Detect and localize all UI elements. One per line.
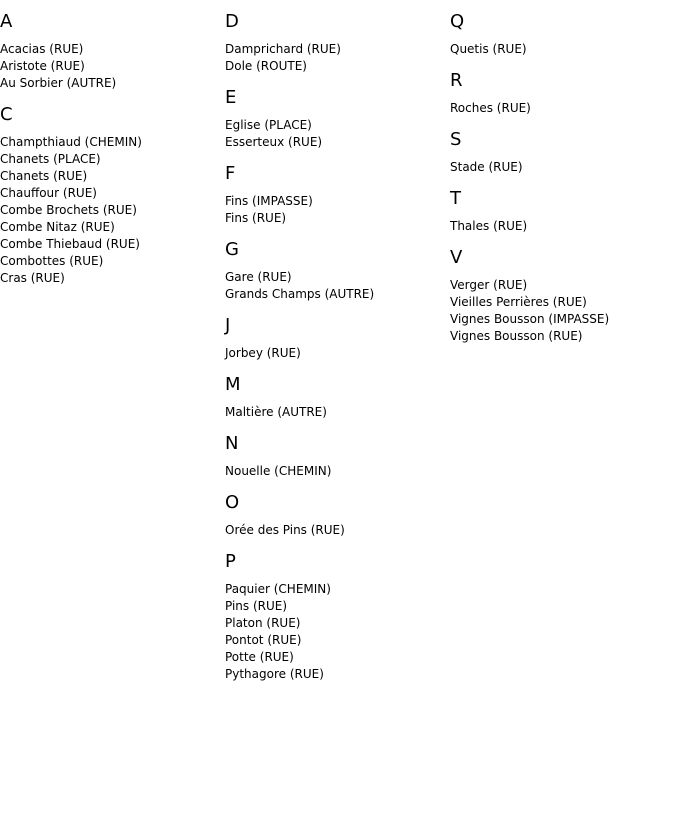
- street-list: [225, 581, 445, 683]
- street-list: [0, 134, 220, 287]
- street-list: [225, 522, 445, 539]
- street-list-item: [225, 615, 445, 632]
- letter-group: [0, 11, 220, 92]
- street-list-item: [450, 41, 670, 58]
- street-link[interactable]: Eglise (PLACE): [225, 118, 312, 132]
- letter-heading: J: [225, 315, 231, 336]
- street-link[interactable]: Aristote (RUE): [0, 59, 85, 73]
- street-link[interactable]: Pins (RUE): [225, 599, 288, 613]
- street-link[interactable]: Acacias (RUE): [0, 42, 84, 56]
- street-list-item: [450, 328, 670, 345]
- street-list: [0, 41, 220, 92]
- street-list-item: [225, 210, 445, 227]
- street-list-item: [225, 632, 445, 649]
- street-column: [225, 11, 445, 695]
- street-link[interactable]: Potte (RUE): [225, 650, 294, 664]
- letter-heading: M: [225, 374, 241, 395]
- street-list-item: [225, 581, 445, 598]
- street-list: [225, 117, 445, 151]
- street-link[interactable]: Vieilles Perrières (RUE): [450, 295, 587, 309]
- street-list-item: [450, 100, 670, 117]
- street-list-item: [0, 185, 220, 202]
- street-link[interactable]: Fins (RUE): [225, 211, 287, 225]
- letter-group: [450, 188, 670, 235]
- street-list: [450, 100, 670, 117]
- street-link[interactable]: Damprichard (RUE): [225, 42, 341, 56]
- street-link[interactable]: Thales (RUE): [450, 219, 528, 233]
- letter-heading: A: [0, 11, 13, 32]
- street-list-item: [0, 219, 220, 236]
- street-list-item: [0, 41, 220, 58]
- street-list-item: [450, 277, 670, 294]
- street-link[interactable]: Fins (IMPASSE): [225, 194, 313, 208]
- street-link[interactable]: Gare (RUE): [225, 270, 292, 284]
- letter-group: [450, 70, 670, 117]
- letter-group: [225, 239, 445, 303]
- street-list: [225, 463, 445, 480]
- street-link[interactable]: Pontot (RUE): [225, 633, 302, 647]
- street-list: [225, 404, 445, 421]
- street-list-item: [225, 193, 445, 210]
- street-link[interactable]: Esserteux (RUE): [225, 135, 323, 149]
- letter-group: [450, 129, 670, 176]
- letter-group: [450, 247, 670, 345]
- street-list-item: [0, 236, 220, 253]
- street-link[interactable]: Nouelle (CHEMIN): [225, 464, 332, 478]
- street-list-item: [225, 117, 445, 134]
- street-list: [450, 277, 670, 345]
- letter-group: [225, 492, 445, 539]
- street-link[interactable]: Combe Nitaz (RUE): [0, 220, 115, 234]
- street-list-item: [225, 41, 445, 58]
- street-list-item: [0, 270, 220, 287]
- letter-heading: F: [225, 163, 236, 184]
- letter-group: [225, 87, 445, 151]
- street-link[interactable]: Combe Brochets (RUE): [0, 203, 137, 217]
- street-link[interactable]: Champthiaud (CHEMIN): [0, 135, 142, 149]
- street-list-item: [225, 598, 445, 615]
- street-list-item: [225, 134, 445, 151]
- letter-group: [225, 163, 445, 227]
- street-list: [225, 41, 445, 75]
- letter-group: [225, 551, 445, 683]
- street-link[interactable]: Chanets (PLACE): [0, 152, 101, 166]
- street-link[interactable]: Stade (RUE): [450, 160, 523, 174]
- letter-heading: D: [225, 11, 239, 32]
- letter-heading: V: [450, 247, 463, 268]
- street-link[interactable]: Chauffour (RUE): [0, 186, 97, 200]
- letter-group: [225, 374, 445, 421]
- street-link[interactable]: Au Sorbier (AUTRE): [0, 76, 117, 90]
- street-link[interactable]: Vignes Bousson (RUE): [450, 329, 583, 343]
- street-list-item: [225, 522, 445, 539]
- street-link[interactable]: Jorbey (RUE): [225, 346, 301, 360]
- street-list: [450, 41, 670, 58]
- street-list-item: [225, 269, 445, 286]
- letter-heading: R: [450, 70, 463, 91]
- street-list: [225, 269, 445, 303]
- letter-group: [450, 11, 670, 58]
- street-list-item: [225, 404, 445, 421]
- letter-heading: C: [0, 104, 13, 125]
- letter-group: [0, 104, 220, 287]
- street-column: [450, 11, 670, 357]
- street-list-item: [450, 311, 670, 328]
- letter-heading: S: [450, 129, 462, 150]
- street-link[interactable]: Paquier (CHEMIN): [225, 582, 331, 596]
- street-column: [0, 11, 220, 299]
- street-list-item: [450, 218, 670, 235]
- street-list-item: [0, 168, 220, 185]
- street-link[interactable]: Platon (RUE): [225, 616, 301, 630]
- letter-heading: Q: [450, 11, 465, 32]
- street-link[interactable]: Orée des Pins (RUE): [225, 523, 345, 537]
- street-list-item: [225, 649, 445, 666]
- street-list-item: [0, 75, 220, 92]
- letter-heading: P: [225, 551, 236, 572]
- street-link[interactable]: Dole (ROUTE): [225, 59, 307, 73]
- street-list-item: [0, 134, 220, 151]
- street-list: [450, 218, 670, 235]
- street-link[interactable]: Combottes (RUE): [0, 254, 104, 268]
- street-link[interactable]: Vignes Bousson (IMPASSE): [450, 312, 610, 326]
- letter-heading: G: [225, 239, 239, 260]
- street-list-item: [450, 294, 670, 311]
- street-list-item: [0, 58, 220, 75]
- street-link[interactable]: Cras (RUE): [0, 271, 65, 285]
- street-list-item: [225, 345, 445, 362]
- street-list-item: [225, 463, 445, 480]
- letter-heading: O: [225, 492, 240, 513]
- street-link[interactable]: Verger (RUE): [450, 278, 528, 292]
- street-link[interactable]: Roches (RUE): [450, 101, 531, 115]
- street-list-item: [0, 202, 220, 219]
- street-list: [225, 345, 445, 362]
- street-list-item: [0, 253, 220, 270]
- street-link[interactable]: Combe Thiebaud (RUE): [0, 237, 140, 251]
- letter-group: [225, 315, 445, 362]
- street-list: [225, 193, 445, 227]
- street-link[interactable]: Pythagore (RUE): [225, 667, 324, 681]
- street-list-item: [225, 286, 445, 303]
- street-link[interactable]: Chanets (RUE): [0, 169, 88, 183]
- street-list-item: [0, 151, 220, 168]
- letter-group: [225, 433, 445, 480]
- street-link[interactable]: Maltière (AUTRE): [225, 405, 327, 419]
- letter-group: [225, 11, 445, 75]
- letter-heading: T: [450, 188, 461, 209]
- street-list-item: [225, 666, 445, 683]
- street-list: [450, 159, 670, 176]
- letter-heading: E: [225, 87, 237, 108]
- street-list-item: [450, 159, 670, 176]
- street-list-item: [225, 58, 445, 75]
- letter-heading: N: [225, 433, 239, 454]
- street-link[interactable]: Grands Champs (AUTRE): [225, 287, 375, 301]
- street-link[interactable]: Quetis (RUE): [450, 42, 527, 56]
